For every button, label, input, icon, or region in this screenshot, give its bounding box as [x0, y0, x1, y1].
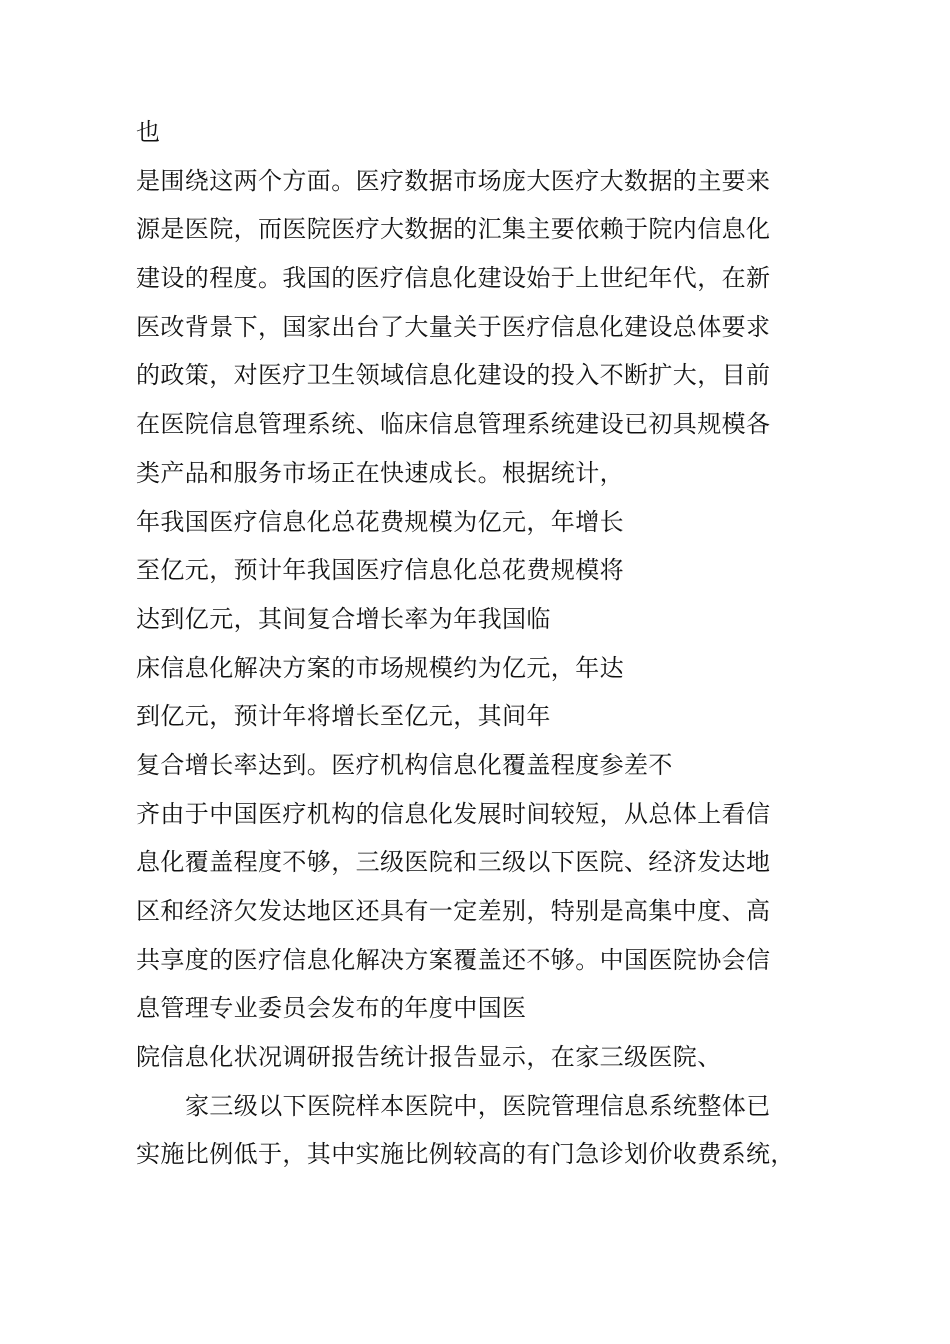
text-line: 源是医院，而医院医疗大数据的汇集主要依赖于院内信息化 [136, 215, 771, 244]
text-line: 医改背景下，国家出台了大量关于医疗信息化建设总体要求 [136, 312, 771, 341]
text-line: 区和经济欠发达地区还具有一定差别，特别是高集中度、高 [136, 897, 771, 925]
text-line: 院信息化状况调研报告统计报告显示，在家三级医院、 [136, 1043, 722, 1072]
text-line: 息化覆盖程度不够，三级医院和三级以下医院、经济发达地 [136, 848, 771, 877]
text-line: 共享度的医疗信息化解决方案覆盖还不够。中国医院协会信 [136, 945, 771, 974]
text-line: 齐由于中国医疗机构的信息化发展时间较短，从总体上看信 [136, 799, 771, 828]
text-line-indented: 家三级以下医院样本医院中，医院管理信息系统整体已 [185, 1091, 771, 1120]
body-text [136, 108, 836, 1179]
text-line: 床信息化解决方案的市场规模约为亿元，年达 [136, 653, 624, 682]
text-line: 也 [136, 118, 161, 146]
text-line: 年我国医疗信息化总花费规模为亿元，年增长 [136, 507, 624, 536]
text-line: 实施比例低于，其中实施比例较高的有门急诊划价收费系统， [136, 1140, 795, 1169]
text-line: 至亿元，预计年我国医疗信息化总花费规模将 [136, 556, 624, 585]
text-line: 达到亿元，其间复合增长率为年我国临 [136, 604, 551, 633]
text-line: 复合增长率达到。医疗机构信息化覆盖程度参差不 [136, 750, 673, 779]
text-line: 类产品和服务市场正在快速成长。根据统计， [136, 458, 624, 487]
text-line: 建设的程度。我国的医疗信息化建设始于上世纪年代，在新 [136, 264, 771, 293]
text-line: 息管理专业委员会发布的年度中国医 [136, 994, 527, 1023]
text-line: 是围绕这两个方面。医疗数据市场庞大医疗大数据的主要来 [136, 166, 771, 195]
text-line: 到亿元，预计年将增长至亿元，其间年 [136, 702, 551, 731]
text-line: 的政策，对医疗卫生领域信息化建设的投入不断扩大，目前 [136, 361, 771, 390]
text-line: 在医院信息管理系统、临床信息管理系统建设已初具规模各 [136, 410, 771, 439]
